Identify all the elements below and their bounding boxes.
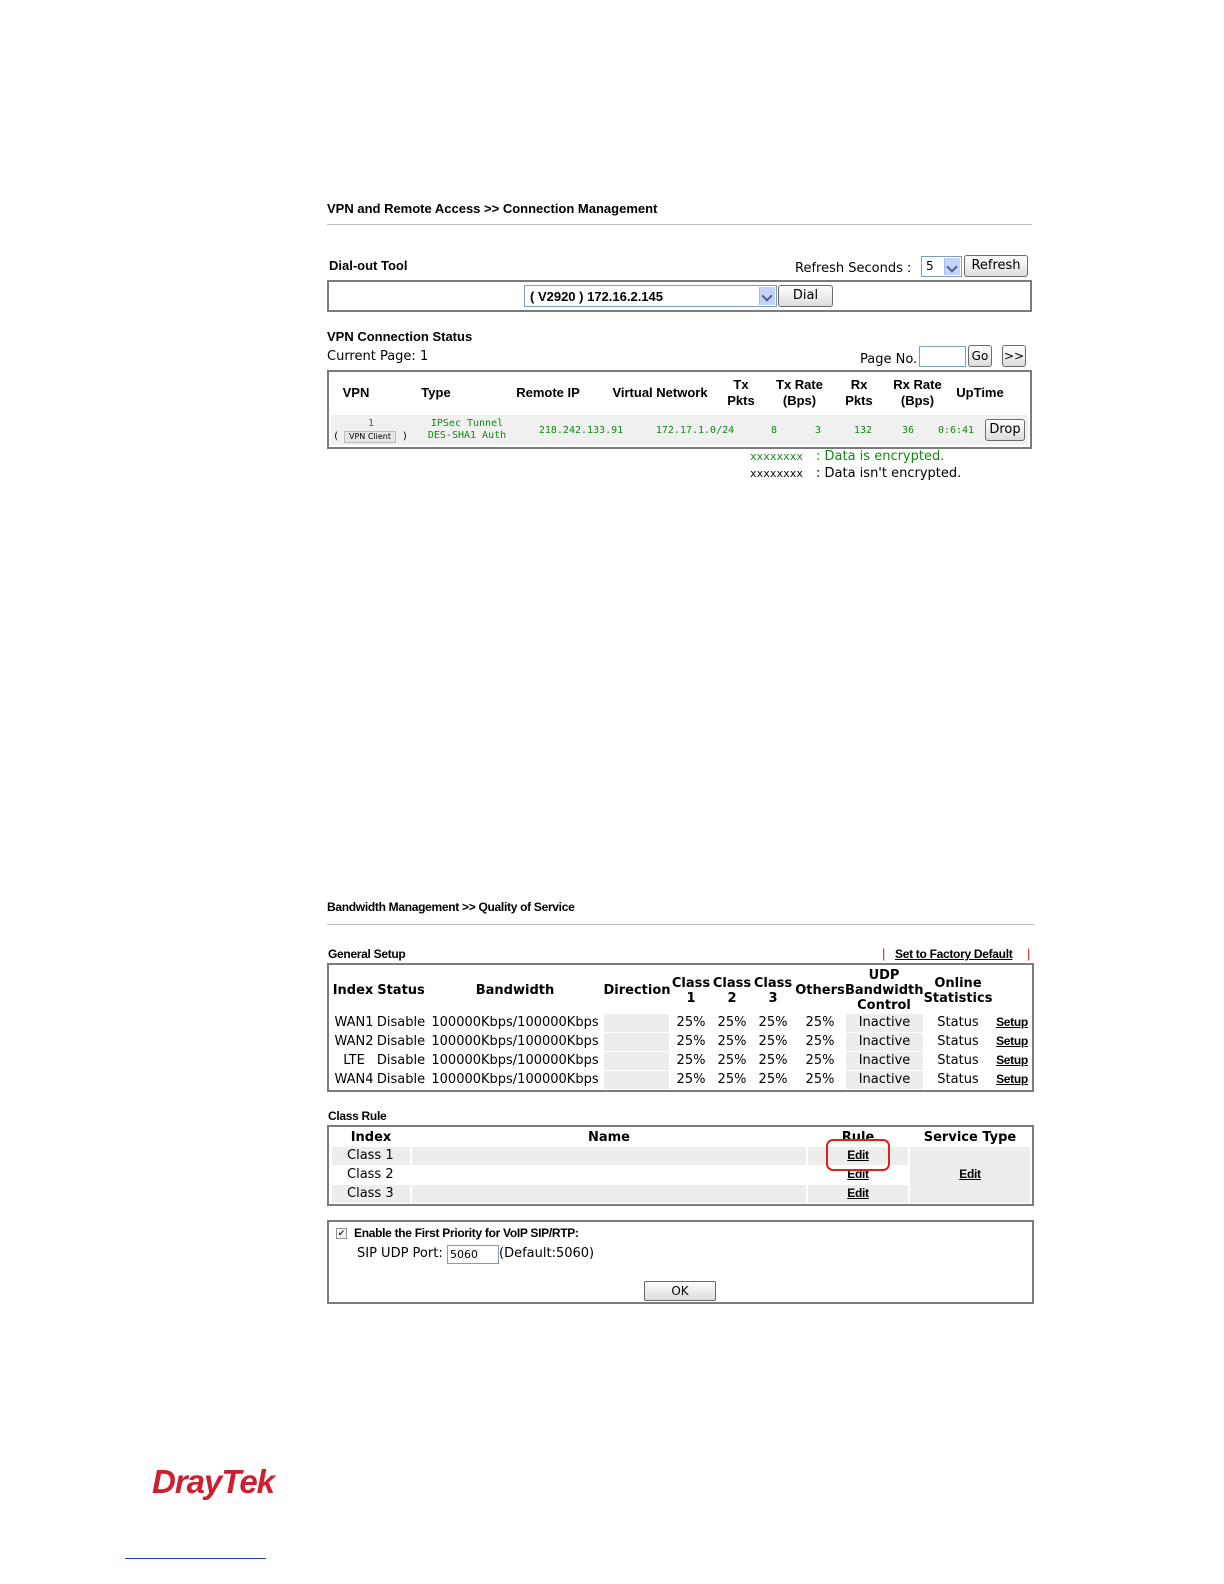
set-factory-default-link[interactable]: Set to Factory Default [895,947,1013,961]
col-status: Status [377,983,425,998]
col-class1-line1: Class [671,976,711,991]
wan-bandwidth: 100000Kbps/100000Kbps [431,1034,599,1049]
wan-class1: 25% [676,1034,706,1049]
col-tx-rate-line2: (Bps) [782,393,817,408]
col-rx-pkts [840,377,878,409]
col-uptime: UpTime [956,385,1004,400]
wan-udp: Inactive [858,1072,911,1087]
col-class2-line2: 2 [727,991,737,1006]
legend-plain: : Data isn't encrypted. [816,466,962,481]
highlight-annotation [826,1139,890,1171]
vpn-tx-rate: 3 [814,425,822,436]
legend-encrypted: : Data is encrypted. [816,449,945,464]
wan-udp: Inactive [858,1053,911,1068]
wan-index: WAN2 [334,1034,374,1049]
col-online-line2: Statistics [923,991,993,1006]
sip-udp-port-label: SIP UDP Port: [357,1246,443,1261]
col-tx-pkts-line1: Tx [733,377,749,392]
class-rule-edit-link[interactable]: Edit [847,1167,869,1181]
vpn-type-line2: DES-SHA1 Auth [427,430,507,441]
wan-class3: 25% [758,1034,788,1049]
col-class2-line1: Class [712,976,752,991]
class-index: Class 1 [347,1148,394,1163]
page-no-label: Page No. [860,352,918,367]
sip-udp-port-input[interactable] [447,1245,499,1264]
refresh-button[interactable]: Refresh [964,255,1028,277]
next-page-button[interactable]: >> [1002,345,1026,367]
col-type: Type [421,385,451,400]
vpn-rx-pkts: 132 [853,425,873,436]
vpn-tx-pkts: 8 [770,425,778,436]
wan-udp: Inactive [858,1034,911,1049]
draytek-logo: DrayTek [152,1463,275,1500]
col-udp-line3: Control [857,998,911,1013]
go-button[interactable]: Go [968,345,992,367]
general-setup-title: General Setup [328,947,406,961]
direction-cell [604,1052,669,1070]
wan-class3: 25% [758,1072,788,1087]
class-index: Class 3 [347,1186,394,1201]
dial-out-title: Dial-out Tool [329,258,408,273]
class-rule-edit-link[interactable]: Edit [847,1148,869,1162]
refresh-seconds-label: Refresh Seconds : [795,261,912,276]
col-bandwidth: Bandwidth [475,983,555,998]
col-rx-pkts-line2: Pkts [845,393,873,408]
chevron-down-icon [944,258,960,275]
legend-plain-sample: xxxxxxxx [750,467,803,480]
direction-cell [604,1014,669,1032]
col-rx-rate-line1: Rx Rate [893,377,942,392]
col-class1 [671,976,711,1006]
wan-bandwidth: 100000Kbps/100000Kbps [431,1053,599,1068]
wan-status: Disable [376,1072,426,1087]
dial-profile-value: ( V2920 ) 172.16.2.145 [530,289,663,304]
current-page-label: Current Page: 1 [327,349,429,364]
paren-open: ( [332,431,340,442]
vpn-rx-rate: 36 [901,425,915,436]
wan-class2: 25% [717,1053,747,1068]
wan-online-status[interactable]: Status [937,1072,979,1087]
class-rule-title: Class Rule [328,1109,387,1123]
wan-class1: 25% [676,1053,706,1068]
wan-class1: 25% [676,1072,706,1087]
wan-online-status[interactable]: Status [937,1053,979,1068]
wan-status: Disable [376,1034,426,1049]
wan-online-status[interactable]: Status [937,1034,979,1049]
vpn-breadcrumb: VPN and Remote Access >> Connection Management [327,201,658,216]
wan-udp: Inactive [858,1015,911,1030]
col-udp-line1: UDP [868,968,900,983]
class-name-input [412,1185,806,1203]
wan-bandwidth: 100000Kbps/100000Kbps [431,1072,599,1087]
footer-rule [125,1558,266,1559]
vpn-index: 1 [367,418,375,429]
wan-setup-link[interactable]: Setup [996,1034,1028,1048]
class-name-input [412,1147,806,1165]
col-class3-line1: Class [753,976,793,991]
col-class2 [712,976,752,1006]
vpn-divider [327,224,1032,225]
wan-online-status[interactable]: Status [937,1015,979,1030]
col-direction: Direction [603,983,671,998]
vpn-remote-ip: 218.242.133.91 [538,425,624,436]
wan-index: LTE [343,1053,365,1068]
sip-udp-port-value: 5060 [450,1248,478,1261]
direction-cell [604,1033,669,1051]
col-tx-rate-line1: Tx Rate [776,377,823,392]
vpn-uptime: 0:6:41 [937,425,975,436]
class-rule-edit-link[interactable]: Edit [847,1186,869,1200]
wan-setup-link[interactable]: Setup [996,1015,1028,1029]
wan-class1: 25% [676,1015,706,1030]
paren-close: ) [401,431,409,442]
col-class-index: Index [350,1130,392,1145]
wan-status: Disable [376,1015,426,1030]
col-tx-rate [772,377,827,409]
page-no-input[interactable] [919,346,966,367]
col-others: Others [795,983,845,998]
sip-udp-port-default: (Default:5060) [499,1246,595,1261]
col-index: Index [332,983,374,998]
legend-encrypted-sample: xxxxxxxx [750,450,803,463]
wan-class2: 25% [717,1072,747,1087]
drop-button[interactable]: Drop [985,419,1025,441]
voip-priority-label: Enable the First Priority for VoIP SIP/RTP: [354,1226,579,1240]
wan-index: WAN1 [334,1015,374,1030]
ok-button[interactable]: OK [644,1281,716,1301]
col-udp-line2: Bandwidth [845,983,924,998]
col-class1-line2: 1 [686,991,696,1006]
wan-class3: 25% [758,1053,788,1068]
col-virtual-network: Virtual Network [612,385,708,400]
col-online-statistics [923,976,993,1006]
col-online-line1: Online [934,976,982,991]
col-vpn: VPN [342,385,370,400]
col-class-name: Name [587,1130,630,1145]
wan-others: 25% [805,1034,835,1049]
class-index: Class 2 [347,1167,394,1182]
voip-priority-checkbox[interactable]: ✔ [337,1228,346,1238]
wan-setup-link[interactable]: Setup [996,1053,1028,1067]
col-rx-rate-line2: (Bps) [900,393,935,408]
chevron-down-icon [759,287,775,305]
wan-others: 25% [805,1015,835,1030]
vpn-client-badge: VPN Client [344,431,396,443]
col-remote-ip: Remote IP [516,385,580,400]
refresh-seconds-value: 5 [926,259,934,273]
wan-class2: 25% [717,1034,747,1049]
qos-breadcrumb: Bandwidth Management >> Quality of Service [327,900,575,914]
col-tx-pkts-line2: Pkts [727,393,755,408]
wan-others: 25% [805,1053,835,1068]
col-rx-rate [890,377,945,409]
wan-class3: 25% [758,1015,788,1030]
col-class-rule: Rule [841,1130,875,1145]
wan-class2: 25% [717,1015,747,1030]
vpn-virtual-network: 172.17.1.0/24 [655,425,735,436]
wan-index: WAN4 [334,1072,374,1087]
wan-bandwidth: 100000Kbps/100000Kbps [431,1015,599,1030]
wan-setup-link[interactable]: Setup [996,1072,1028,1086]
vpn-status-title: VPN Connection Status [327,329,473,344]
service-type-edit-link[interactable]: Edit [959,1167,981,1181]
refresh-seconds-select[interactable] [921,256,962,277]
dial-profile-select[interactable] [524,285,777,307]
qos-divider [327,924,1034,925]
factory-sep-right: | [1027,946,1031,961]
col-class3 [753,976,793,1006]
wan-others: 25% [805,1072,835,1087]
col-tx-pkts [722,377,760,409]
dial-button[interactable]: Dial [778,285,833,307]
vpn-type [414,418,520,442]
col-service-type: Service Type [923,1130,1017,1145]
vpn-type-line1: IPSec Tunnel [430,418,504,429]
col-udp-bandwidth-control [845,968,923,1013]
factory-sep-left: | [882,946,886,961]
wan-status: Disable [376,1053,426,1068]
col-class3-line2: 3 [768,991,778,1006]
direction-cell [604,1071,669,1089]
col-rx-pkts-line1: Rx [850,377,868,392]
